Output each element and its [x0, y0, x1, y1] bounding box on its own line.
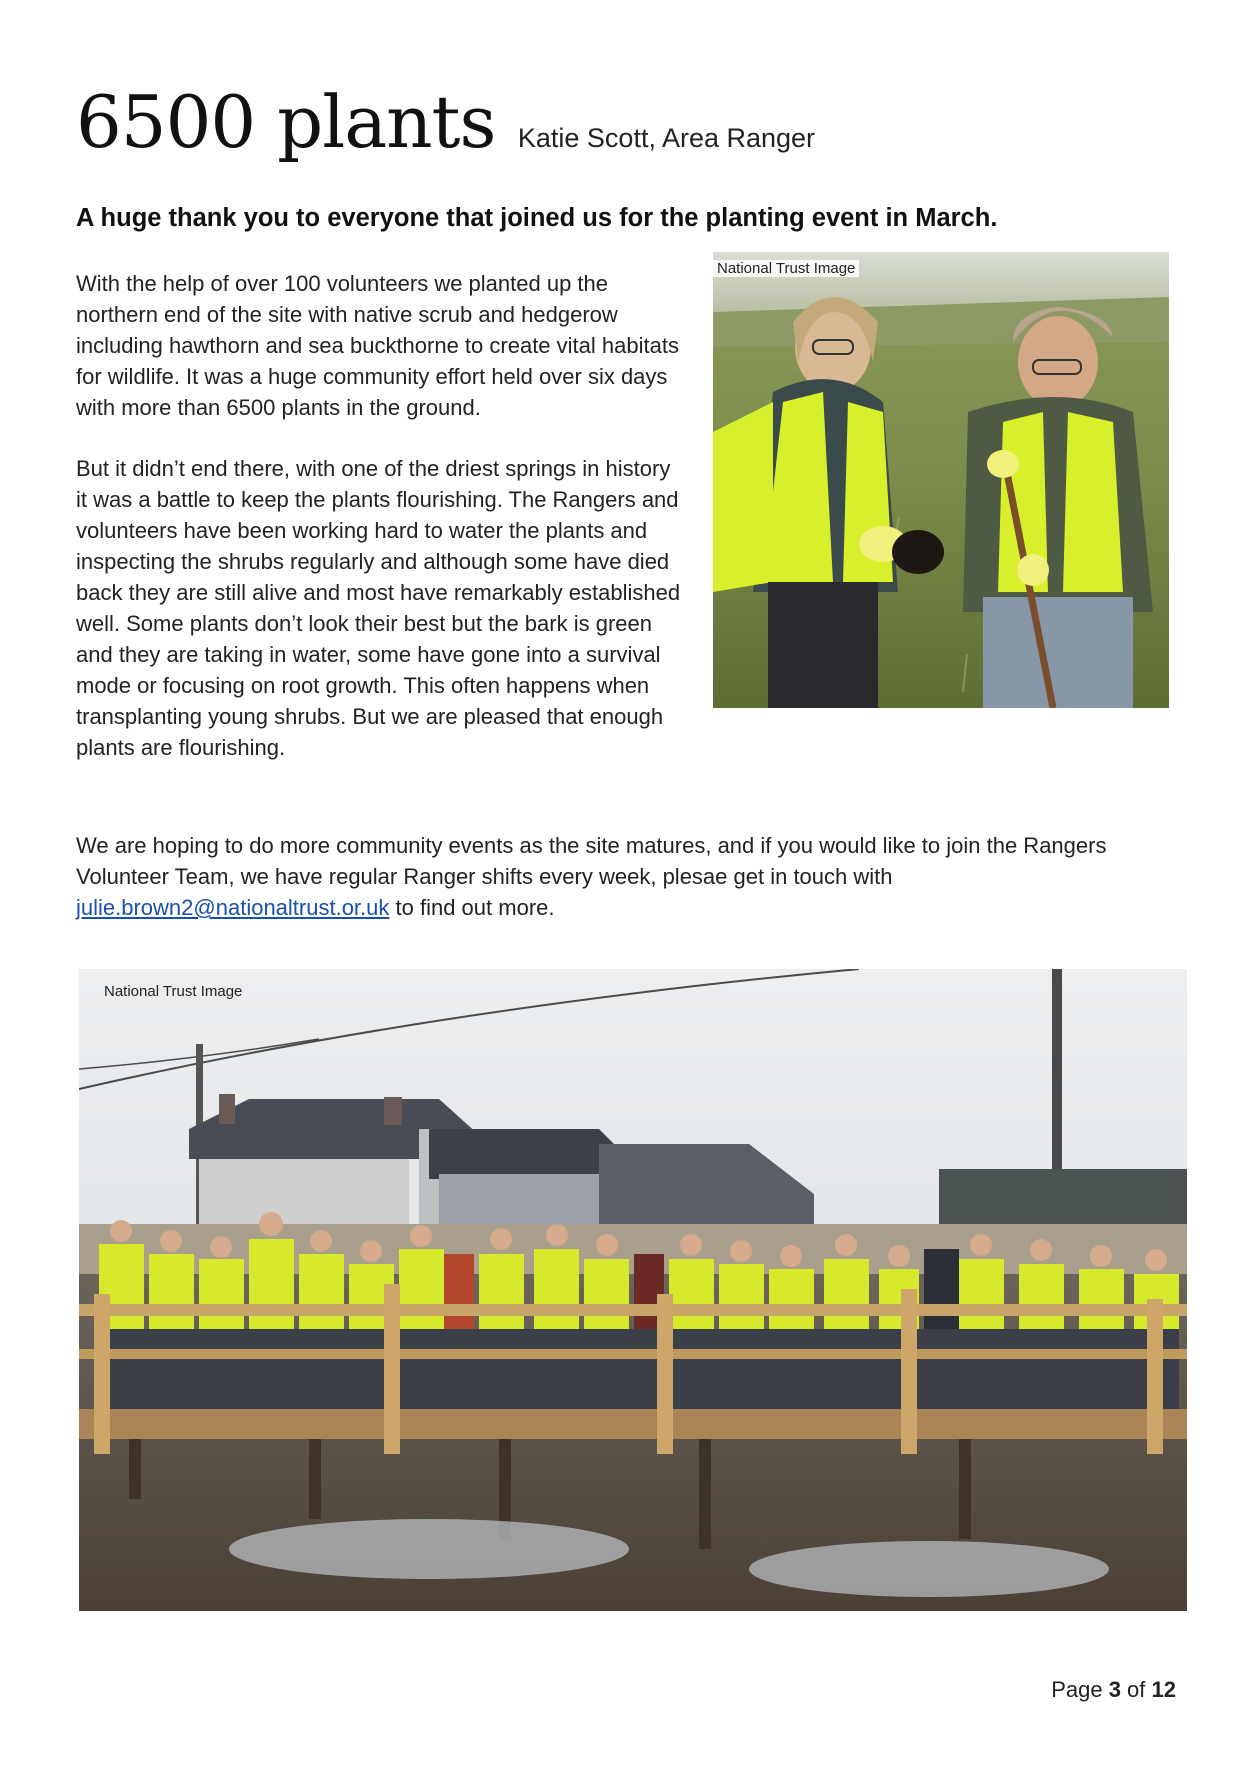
- total-pages: 12: [1151, 1677, 1176, 1702]
- page-word: Page: [1051, 1677, 1109, 1702]
- paragraph-1: With the help of over 100 volunteers we planted up the northern end of the site with native scrub and hedgerow including hawthorn and sea buckthorne to create vital habitats for wildlife. It was a huge community effort held over six days with more than 6500 plants in the ground.: [76, 271, 679, 420]
- top-photo-caption: National Trust Image: [713, 260, 859, 277]
- page-number-footer: [1051, 1677, 1176, 1703]
- author-byline: Katie Scott, Area Ranger: [517, 123, 816, 153]
- paragraph-3-end: to find out more.: [389, 895, 555, 920]
- current-page-number: 3: [1108, 1677, 1121, 1702]
- email-link[interactable]: julie.brown2@nationaltrust.or.uk: [76, 895, 390, 920]
- paragraph-3-text: We are hoping to do more community events as the site matures, and if you would like to join the Rangers Volunteer Team, we have regular Ranger shifts every week, plesae get in touch with: [76, 833, 1107, 889]
- article-intro-column: [76, 268, 686, 793]
- group-photo-image: [79, 969, 1187, 1611]
- article-header: [76, 80, 815, 164]
- volunteers-planting-photo: [713, 252, 1169, 708]
- bottom-photo-caption: National Trust Image: [104, 983, 243, 1000]
- subheading: A huge thank you to everyone that joined us for the planting event in March.: [76, 204, 998, 232]
- paragraph-3: [76, 830, 1186, 923]
- paragraph-2: But it didn’t end there, with one of the driest springs in history it was a battle to keep the plants flourishing. The Rangers and volunteers have been working hard to water the plants and inspecting the shrubs regularly and although some have died back they are still alive and most have remarkably established well. Some plants don’t look their best but the bark is green and they are taking in water, some have gone into a survival mode or focusing on root growth. This often happens when transplanting young shrubs. But we are pleased that enough plants are flourishing.: [76, 456, 681, 760]
- volunteer-group-photo: [79, 969, 1187, 1611]
- page-title: 6500 plants: [76, 80, 496, 164]
- planting-photo-image: [713, 252, 1169, 708]
- of-word: of: [1120, 1677, 1152, 1702]
